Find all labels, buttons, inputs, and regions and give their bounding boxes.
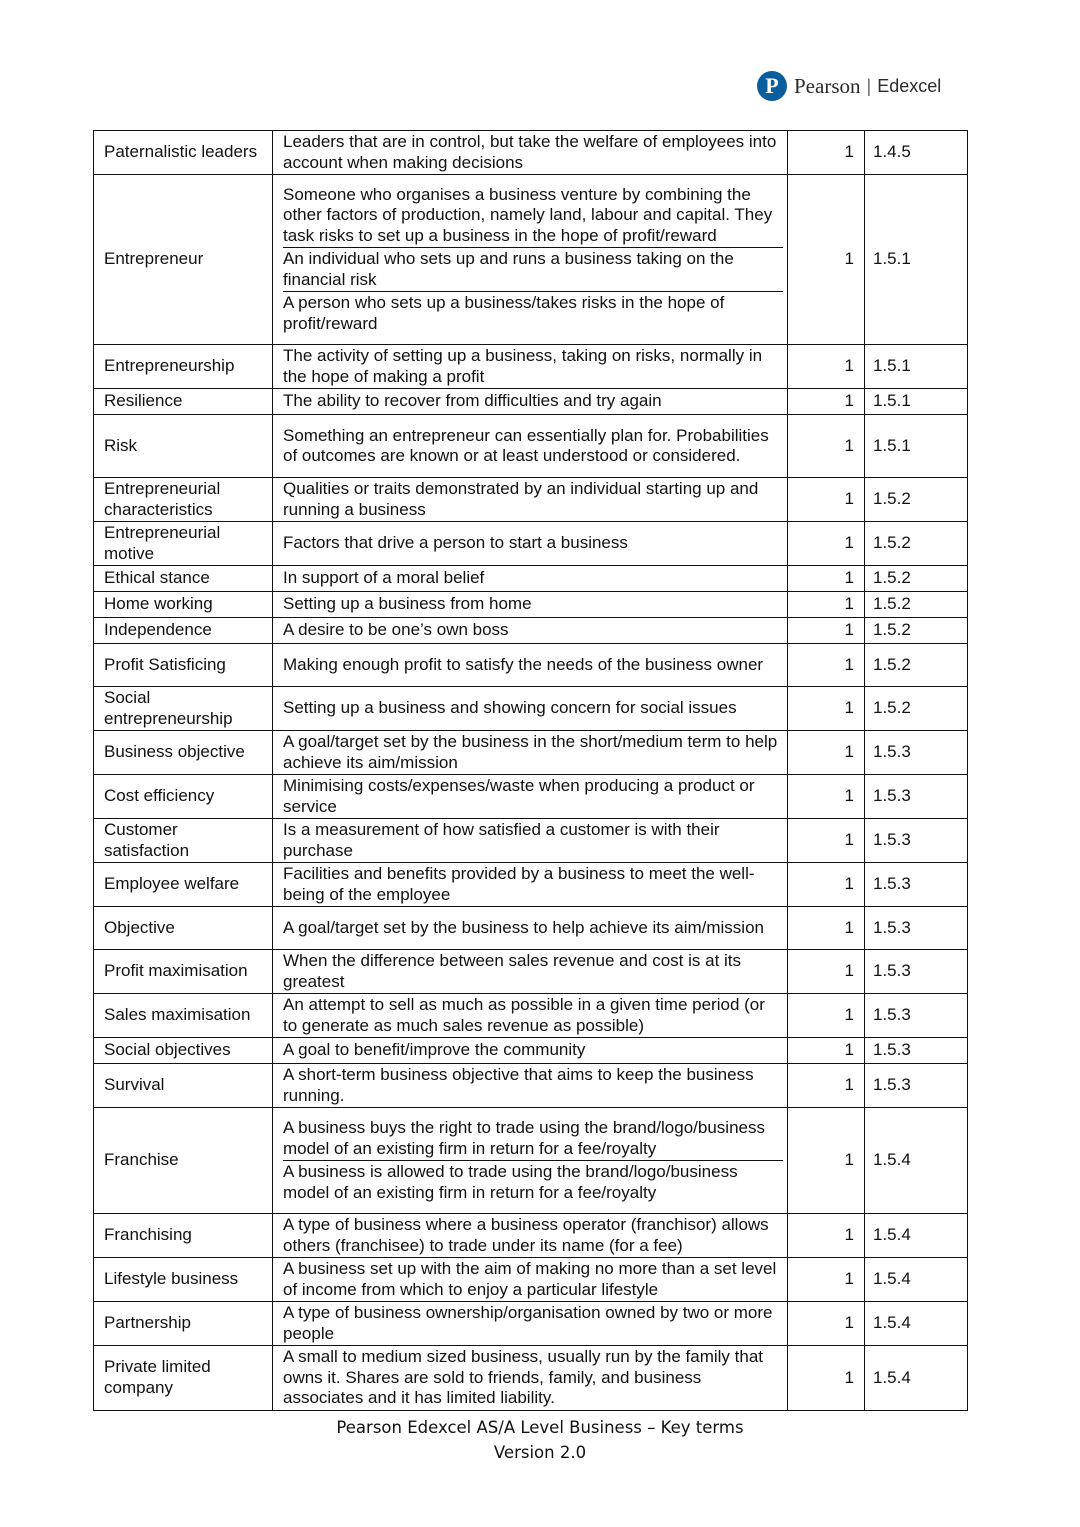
definition-cell (273, 644, 788, 687)
term-cell: Business objective (94, 731, 273, 775)
mark-cell: 1 (788, 566, 865, 592)
definition-cell (273, 592, 788, 618)
term-cell: Franchising (94, 1214, 273, 1258)
spec-ref-cell: 1.5.4 (865, 1108, 968, 1214)
table-row (94, 175, 968, 345)
table-row (94, 522, 968, 566)
definition-cell (273, 1302, 788, 1346)
table-row (94, 950, 968, 994)
table-row (94, 478, 968, 522)
definition-cell (273, 478, 788, 522)
table-row (94, 415, 968, 478)
mark-cell: 1 (788, 1346, 865, 1411)
spec-ref-cell: 1.5.3 (865, 863, 968, 907)
mark-cell: 1 (788, 1214, 865, 1258)
spec-ref-cell: 1.5.1 (865, 345, 968, 389)
mark-cell: 1 (788, 775, 865, 819)
definition-text: A business buys the right to trade using the brand/logo/business model of an existing firm in return for a fee/royalty (283, 1118, 765, 1158)
mark-cell: 1 (788, 415, 865, 478)
spec-ref-cell: 1.5.2 (865, 566, 968, 592)
definition-text: Making enough profit to satisfy the needs of the business owner (283, 654, 764, 674)
mark-cell: 1 (788, 592, 865, 618)
mark-cell: 1 (788, 644, 865, 687)
table-row (94, 389, 968, 415)
table-row (94, 907, 968, 950)
term-cell: Entrepreneurial characteristics (94, 478, 273, 522)
definition-text: Setting up a business from home (283, 594, 532, 614)
spec-ref-cell: 1.5.2 (865, 644, 968, 687)
mark-cell: 1 (788, 478, 865, 522)
term-cell: Sales maximisation (94, 994, 273, 1038)
definition-cell (273, 618, 788, 644)
mark-cell: 1 (788, 819, 865, 863)
key-terms-body (94, 131, 968, 1411)
mark-cell: 1 (788, 389, 865, 415)
term-cell: Customer satisfaction (94, 819, 273, 863)
definition-text: An individual who sets up and runs a business taking on the financial risk (283, 247, 783, 291)
table-row (94, 1346, 968, 1411)
term-cell: Social objectives (94, 1038, 273, 1064)
spec-ref-cell: 1.5.1 (865, 415, 968, 478)
footer-title: Pearson Edexcel AS/A Level Business – Key terms (336, 1418, 744, 1437)
table-row (94, 1038, 968, 1064)
spec-ref-cell: 1.5.2 (865, 592, 968, 618)
term-cell: Private limited company (94, 1346, 273, 1411)
key-terms-table (93, 130, 968, 1411)
definition-text: Factors that drive a person to start a business (283, 533, 628, 553)
definition-text: A goal/target set by the business in the short/medium term to help achieve its aim/mission (283, 732, 778, 772)
definition-text: A short-term business objective that aims to keep the business running. (283, 1065, 754, 1105)
definition-text: Facilities and benefits provided by a business to meet the well-being of the employee (283, 864, 755, 904)
table-row (94, 863, 968, 907)
definition-cell (273, 731, 788, 775)
definition-text: Leaders that are in control, but take the welfare of employees into account when making decisions (283, 132, 777, 172)
table-row (94, 1302, 968, 1346)
spec-ref-cell: 1.5.3 (865, 731, 968, 775)
definition-cell (273, 345, 788, 389)
term-cell: Cost efficiency (94, 775, 273, 819)
definition-cell (273, 389, 788, 415)
term-cell: Objective (94, 907, 273, 950)
spec-ref-cell: 1.4.5 (865, 131, 968, 175)
term-cell: Entrepreneur (94, 175, 273, 345)
term-cell: Lifestyle business (94, 1258, 273, 1302)
definition-text: A type of business ownership/organisation owned by two or more people (283, 1303, 773, 1343)
spec-ref-cell: 1.5.1 (865, 389, 968, 415)
definition-text: A goal/target set by the business to help achieve its aim/mission (283, 917, 764, 937)
definition-cell (273, 1108, 788, 1214)
definition-text: An attempt to sell as much as possible in a given time period (or to generate as much sales revenue as possible) (283, 995, 765, 1035)
spec-ref-cell: 1.5.2 (865, 687, 968, 731)
table-row (94, 1214, 968, 1258)
definition-text: A person who sets up a business/takes risks in the hope of profit/reward (283, 291, 783, 335)
definition-cell (273, 819, 788, 863)
spec-ref-cell: 1.5.3 (865, 907, 968, 950)
term-cell: Independence (94, 618, 273, 644)
table-row (94, 592, 968, 618)
mark-cell: 1 (788, 731, 865, 775)
spec-ref-cell: 1.5.4 (865, 1346, 968, 1411)
definition-text: Qualities or traits demonstrated by an individual starting up and running a business (283, 479, 759, 519)
definition-cell (273, 1038, 788, 1064)
mark-cell: 1 (788, 950, 865, 994)
definition-text: In support of a moral belief (283, 568, 485, 588)
page-footer (0, 1415, 1080, 1465)
table-row (94, 618, 968, 644)
table-row (94, 1108, 968, 1214)
definition-text: The activity of setting up a business, taking on risks, normally in the hope of making a profit (283, 346, 763, 386)
mark-cell: 1 (788, 687, 865, 731)
definition-text: Is a measurement of how satisfied a customer is with their purchase (283, 820, 720, 860)
term-cell: Employee welfare (94, 863, 273, 907)
spec-ref-cell: 1.5.2 (865, 618, 968, 644)
spec-ref-cell: 1.5.3 (865, 819, 968, 863)
spec-ref-cell: 1.5.4 (865, 1302, 968, 1346)
spec-ref-cell: 1.5.3 (865, 775, 968, 819)
table-row (94, 644, 968, 687)
mark-cell: 1 (788, 175, 865, 345)
definition-cell (273, 775, 788, 819)
definition-cell (273, 950, 788, 994)
mark-cell: 1 (788, 1064, 865, 1108)
term-cell: Ethical stance (94, 566, 273, 592)
term-cell: Profit Satisficing (94, 644, 273, 687)
definition-text: A desire to be one’s own boss (283, 620, 509, 640)
definition-text: A goal to benefit/improve the community (283, 1040, 586, 1060)
mark-cell: 1 (788, 1038, 865, 1064)
footer-version: Version 2.0 (493, 1443, 587, 1462)
pearson-edexcel-logo (757, 68, 941, 104)
term-cell: Profit maximisation (94, 950, 273, 994)
definition-text: The ability to recover from difficulties and try again (283, 391, 662, 411)
spec-ref-cell: 1.5.1 (865, 175, 968, 345)
mark-cell: 1 (788, 863, 865, 907)
term-cell: Entrepreneurship (94, 345, 273, 389)
spec-ref-cell: 1.5.3 (865, 950, 968, 994)
definition-cell (273, 131, 788, 175)
term-cell: Resilience (94, 389, 273, 415)
definition-cell (273, 863, 788, 907)
definition-cell (273, 1258, 788, 1302)
term-cell: Entrepreneurial motive (94, 522, 273, 566)
mark-cell: 1 (788, 907, 865, 950)
mark-cell: 1 (788, 522, 865, 566)
mark-cell: 1 (788, 1258, 865, 1302)
definition-cell (273, 994, 788, 1038)
term-cell: Partnership (94, 1302, 273, 1346)
definition-cell (273, 1064, 788, 1108)
table-row (94, 994, 968, 1038)
definition-cell (273, 907, 788, 950)
definition-cell (273, 566, 788, 592)
definition-cell (273, 522, 788, 566)
table-row (94, 566, 968, 592)
definition-text: A business is allowed to trade using the brand/logo/business model of an existing firm in return for a fee/royalty (283, 1160, 783, 1204)
definition-cell (273, 415, 788, 478)
spec-ref-cell: 1.5.2 (865, 478, 968, 522)
table-row (94, 345, 968, 389)
table-row (94, 819, 968, 863)
table-row (94, 131, 968, 175)
definition-cell (273, 175, 788, 345)
term-cell: Risk (94, 415, 273, 478)
definition-text: A type of business where a business operator (franchisor) allows others (franchisee) to trade under its name (for a fee) (283, 1215, 769, 1255)
table-row (94, 1064, 968, 1108)
mark-cell: 1 (788, 345, 865, 389)
mark-cell: 1 (788, 994, 865, 1038)
spec-ref-cell: 1.5.3 (865, 1064, 968, 1108)
definition-cell (273, 1214, 788, 1258)
definition-text: A small to medium sized business, usually run by the family that owns it. Shares are sold to friends, family, and business associates and it has limited liability. (283, 1347, 763, 1407)
mark-cell: 1 (788, 1302, 865, 1346)
logo-brand: Pearson (794, 73, 861, 98)
table-row (94, 731, 968, 775)
term-cell: Home working (94, 592, 273, 618)
spec-ref-cell: 1.5.4 (865, 1214, 968, 1258)
logo-sub-brand: Edexcel (877, 75, 942, 96)
table-row (94, 775, 968, 819)
term-cell: Franchise (94, 1108, 273, 1214)
definition-cell (273, 1346, 788, 1411)
pearson-logo-icon: P (757, 71, 787, 101)
table-row (94, 687, 968, 731)
definition-text: When the difference between sales revenue and cost is at its greatest (283, 951, 742, 991)
term-cell: Social entrepreneurship (94, 687, 273, 731)
definition-text: Something an entrepreneur can essentially plan for. Probabilities of outcomes are known or at least understood or considered. (283, 425, 769, 465)
mark-cell: 1 (788, 131, 865, 175)
table-row (94, 1258, 968, 1302)
spec-ref-cell: 1.5.3 (865, 994, 968, 1038)
spec-ref-cell: 1.5.2 (865, 522, 968, 566)
definition-text: Minimising costs/expenses/waste when producing a product or service (283, 776, 755, 816)
definition-text: Someone who organises a business venture by combining the other factors of production, namely land, labour and capital. They task risks to set up a business in the hope of profit/reward (283, 184, 773, 245)
logo-separator: | (866, 75, 872, 96)
definition-cell (273, 687, 788, 731)
term-cell: Survival (94, 1064, 273, 1108)
mark-cell: 1 (788, 618, 865, 644)
mark-cell: 1 (788, 1108, 865, 1214)
spec-ref-cell: 1.5.3 (865, 1038, 968, 1064)
definition-text: A business set up with the aim of making no more than a set level of income from which to enjoy a particular lifestyle (283, 1259, 777, 1299)
spec-ref-cell: 1.5.4 (865, 1258, 968, 1302)
definition-text: Setting up a business and showing concern for social issues (283, 698, 737, 718)
term-cell: Paternalistic leaders (94, 131, 273, 175)
